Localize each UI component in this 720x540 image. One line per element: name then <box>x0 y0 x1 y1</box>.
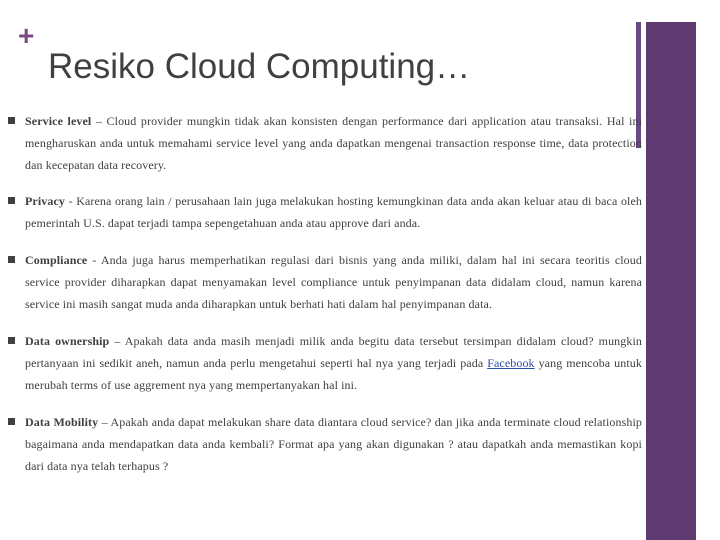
bullet-body: - Karena orang lain / perusahaan lain juga melakukan hosting kemungkinan data anda akan keluar atau di baca oleh pemerintah U.S. dapat terjadi tampa sepengetahuan anda atau approve dari anda. <box>25 194 642 230</box>
bullet-body: – Cloud provider mungkin tidak akan konsisten dengan performance dari application atau transaksi. Hal ini mengharuskan anda untuk memahami service level yang anda dapatkan mengenai transaction response time, data protection dan kecepatan data recovery. <box>25 114 643 172</box>
bullet-body: – Apakah data anda masih menjadi milik anda begitu data tersebut tersimpan didalam cloud? mungkin pertanyaan ini sedikit aneh, namun anda perlu mengetahui seperti hal nya yang terjadi pada <box>25 334 643 370</box>
bullet-label: Privacy <box>25 194 66 208</box>
bullet-text <box>25 411 642 477</box>
bullet-item-data-ownership <box>8 330 642 396</box>
square-bullet-icon <box>8 337 15 344</box>
bullet-label: Service level <box>25 114 92 128</box>
bullet-item-service-level <box>8 110 642 176</box>
bullet-text <box>25 249 642 315</box>
bullet-text <box>25 190 642 234</box>
square-bullet-icon <box>8 256 15 263</box>
slide-title: Resiko Cloud Computing… <box>48 47 471 86</box>
facebook-link[interactable]: Facebook <box>487 356 535 370</box>
bullet-label: Data Mobility <box>25 415 99 429</box>
bullet-list <box>8 110 642 477</box>
bullet-text <box>25 330 642 396</box>
square-bullet-icon <box>8 418 15 425</box>
square-bullet-icon <box>8 117 15 124</box>
accent-bar-thick <box>646 22 696 540</box>
bullet-item-privacy <box>8 190 642 234</box>
bullet-text <box>25 110 642 176</box>
bullet-body: - Anda juga harus memperhatikan regulasi dari bisnis yang anda miliki, dalam hal ini secara teoritis cloud service provider diharapkan dapat menyamakan level compliance untuk penyimpanan data didalam cloud, namun karena service ini masih sangat muda anda diharapkan untuk berhati hati dalam hal penyimpanan data. <box>25 253 642 311</box>
bullet-item-compliance <box>8 249 642 315</box>
bullet-item-data-mobility <box>8 411 642 477</box>
plus-icon: + <box>18 20 35 51</box>
square-bullet-icon <box>8 197 15 204</box>
bullet-body-tail: yang mencoba untuk merubah terms of use aggrement nya yang mempertanyakan hal ini. <box>25 356 642 392</box>
bullet-label: Data ownership <box>25 334 110 348</box>
bullet-label: Compliance <box>25 253 88 267</box>
bullet-body: – Apakah anda dapat melakukan share data diantara cloud service? dan jika anda terminate cloud relationship bagaimana anda mendapatkan data anda kembali? Format apa yang akan digunakan ? atau dapatkah anda memastikan kopi dari data nya telah terhapus ? <box>25 415 642 473</box>
